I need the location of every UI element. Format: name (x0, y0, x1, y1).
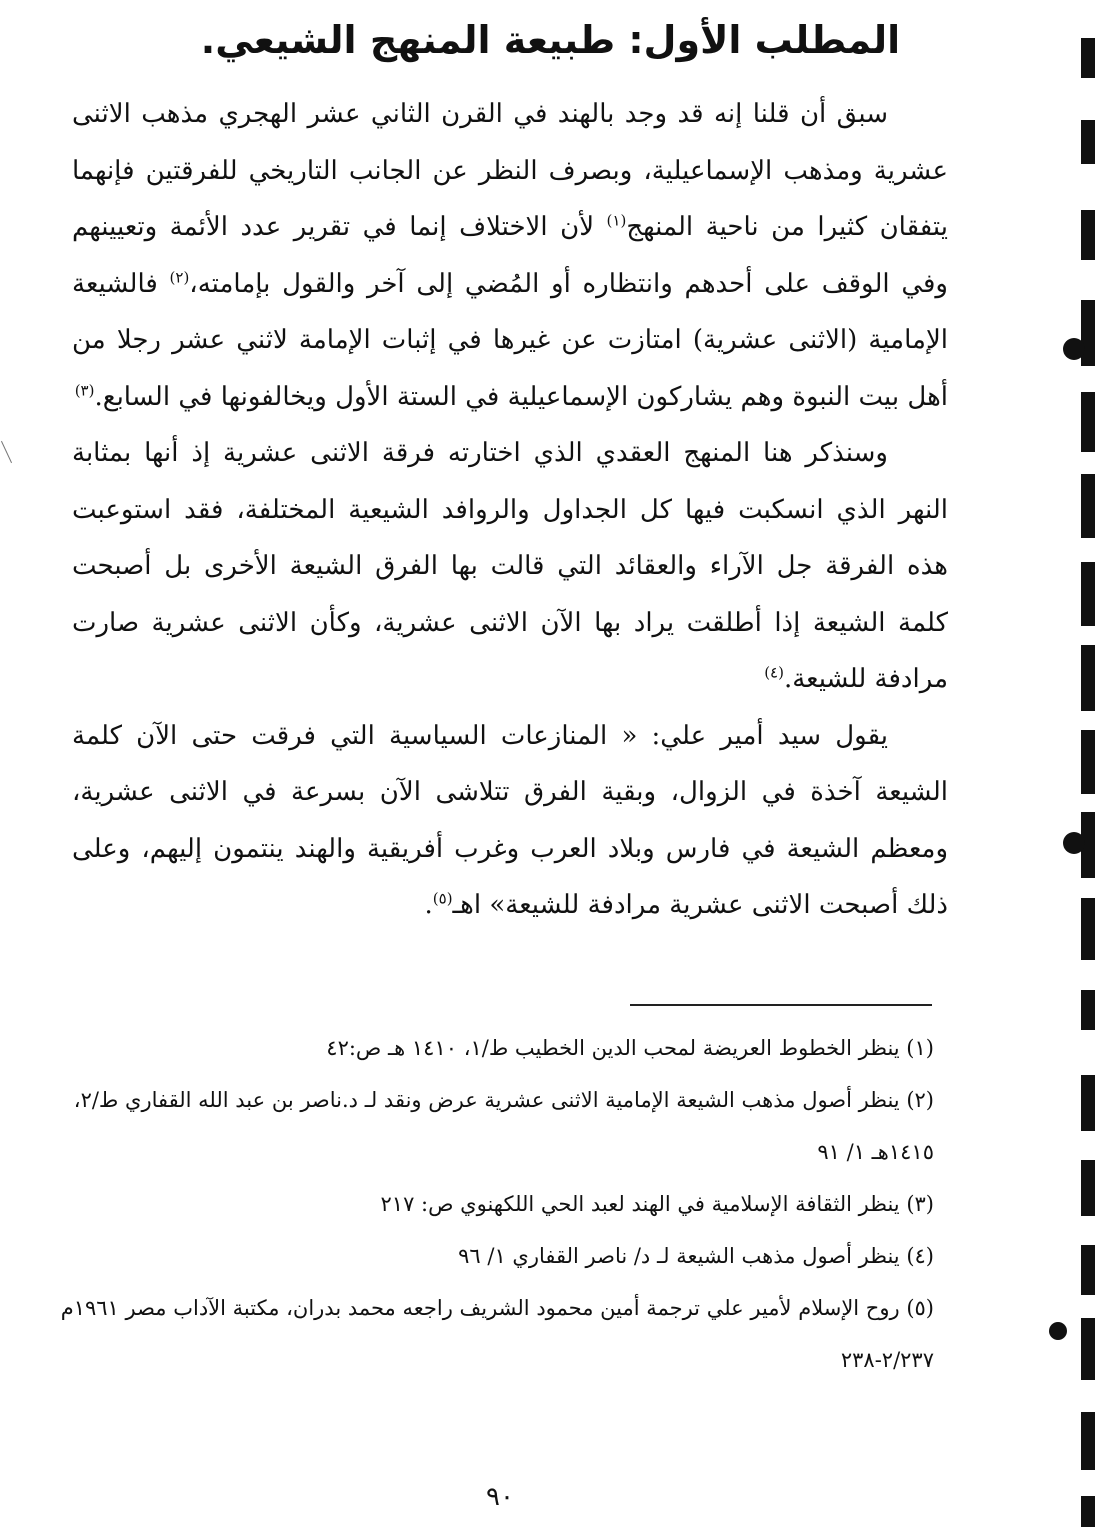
paragraph-1-text-a: سبق أن قلنا إنه قد وجد بالهند في القرن الثاني عشر الهجري مذهب الاثنى عشرية ومذهب الإسماعيلية، وبصرف النظر عن الجانب التاريخي للفرقتين فإنهما يتفقان كثيرا من ناحية المنهج (72, 99, 948, 242)
footnote-3: (٣) ينظر الثقافة الإسلامية في الهند لعبد الحي اللكهنوي ص: ٢١٧ (380, 1192, 934, 1216)
paragraph-2 (72, 425, 948, 708)
footnote-4: (٤) ينظر أصول مذهب الشيعة لـ د/ ناصر القفاري ١/ ٩٦ (458, 1244, 934, 1268)
binding-mark (1081, 120, 1095, 164)
binding-mark (1081, 1160, 1095, 1216)
binding-mark (1081, 1496, 1095, 1527)
footnote-ref-5: (٥) (432, 889, 453, 908)
paragraph-1-text-c: فالشيعة الإمامية (الاثنى عشرية) امتازت عن غيرها في إثبات الإمامة لاثني عشر رجلا من أهل بيت النبوة وهم يشاركون الإسماعيلية في الستة الأول ويخالفونها في السابع. (72, 268, 948, 412)
footnote-5: (٥) روح الإسلام لأمير علي ترجمة أمين محمود الشريف راجعه محمد بدران، مكتبة الآداب مصر ١٩٦١م ٢/٢٣٧-٢٣٨ (60, 1296, 934, 1372)
binding-hole (1063, 832, 1085, 854)
binding-mark (1081, 474, 1095, 538)
footnote-1: (١) ينظر الخطوط العريضة لمحب الدين الخطيب ط/١، ١٤١٠ هـ ص:٤٢ (326, 1036, 934, 1060)
binding-mark (1081, 1075, 1095, 1131)
footnote-ref-2: (٢) (169, 267, 190, 286)
paragraph-3 (72, 708, 948, 934)
paragraph-3-end: . (424, 890, 433, 920)
page-number: ٩٠ (486, 1482, 514, 1512)
paragraph-1 (72, 86, 948, 425)
binding-mark (1081, 300, 1095, 366)
binding-mark (1081, 392, 1095, 452)
footnotes (60, 1022, 934, 1386)
paragraph-2-text: وسنذكر هنا المنهج العقدي الذي اختارته فرقة الاثنى عشرية إذ أنها بمثابة النهر الذي انسكبت فيها كل الجداول والروافد الشيعية المختلفة، فقد استوعبت هذه الفرقة جل الآراء والعقائد التي قالت بها الفرق الشيعة الأخرى بل أصبحت كلمة الشيعة إذا أطلقت يراد بها الآن الاثنى عشرية، وكأن الاثنى عشرية صارت مرادفة للشيعة. (72, 438, 948, 694)
binding-mark (1081, 38, 1095, 78)
binding-mark (1081, 1245, 1095, 1295)
binding-mark (1081, 990, 1095, 1030)
footnote-ref-3: (٣) (74, 380, 95, 399)
binding-mark (1081, 730, 1095, 794)
binding-mark (1081, 1412, 1095, 1470)
scan-edge-mark (1, 441, 12, 463)
binding-mark (1081, 210, 1095, 260)
binding-mark (1081, 645, 1095, 711)
body-text (72, 86, 948, 934)
paragraph-3-text: يقول سيد أمير علي: « المنازعات السياسية التي فرقت حتى الآن كلمة الشيعة آخذة في الزوال، وبقية الفرق تتلاشى الآن بسرعة في الاثنى عشرية، ومعظم الشيعة في فارس وبلاد العرب وغرب أفريقية والهند ينتمون إليهم، وعلى ذلك أصبحت الاثنى عشرية مرادفة للشيعة» اهـ (72, 720, 948, 920)
footnote-ref-4: (٤) (764, 663, 784, 682)
binding-mark (1081, 1318, 1095, 1380)
footnote-2: (٢) ينظر أصول مذهب الشيعة الإمامية الاثنى عشرية عرض ونقد لـ د.ناصر بن عبد الله القفاري ط/٢، ١٤١٥هـ ١/ ٩١ (73, 1088, 934, 1164)
binding-hole (1063, 338, 1085, 360)
binding-mark (1081, 562, 1095, 626)
footnote-separator (630, 1004, 932, 1006)
paragraph-1-text-b: لأن الاختلاف إنما في تقرير عدد الأئمة وتعيينهم وفي الوقف على أحدهم وانتظاره أو المُضي إلى آخر والقول بإمامته، (72, 212, 948, 299)
footnote-ref-1: (١) (606, 211, 627, 230)
section-title: المطلب الأول: طبيعة المنهج الشيعي. (200, 18, 901, 62)
binding-mark (1081, 898, 1095, 960)
binding-hole (1049, 1322, 1067, 1340)
